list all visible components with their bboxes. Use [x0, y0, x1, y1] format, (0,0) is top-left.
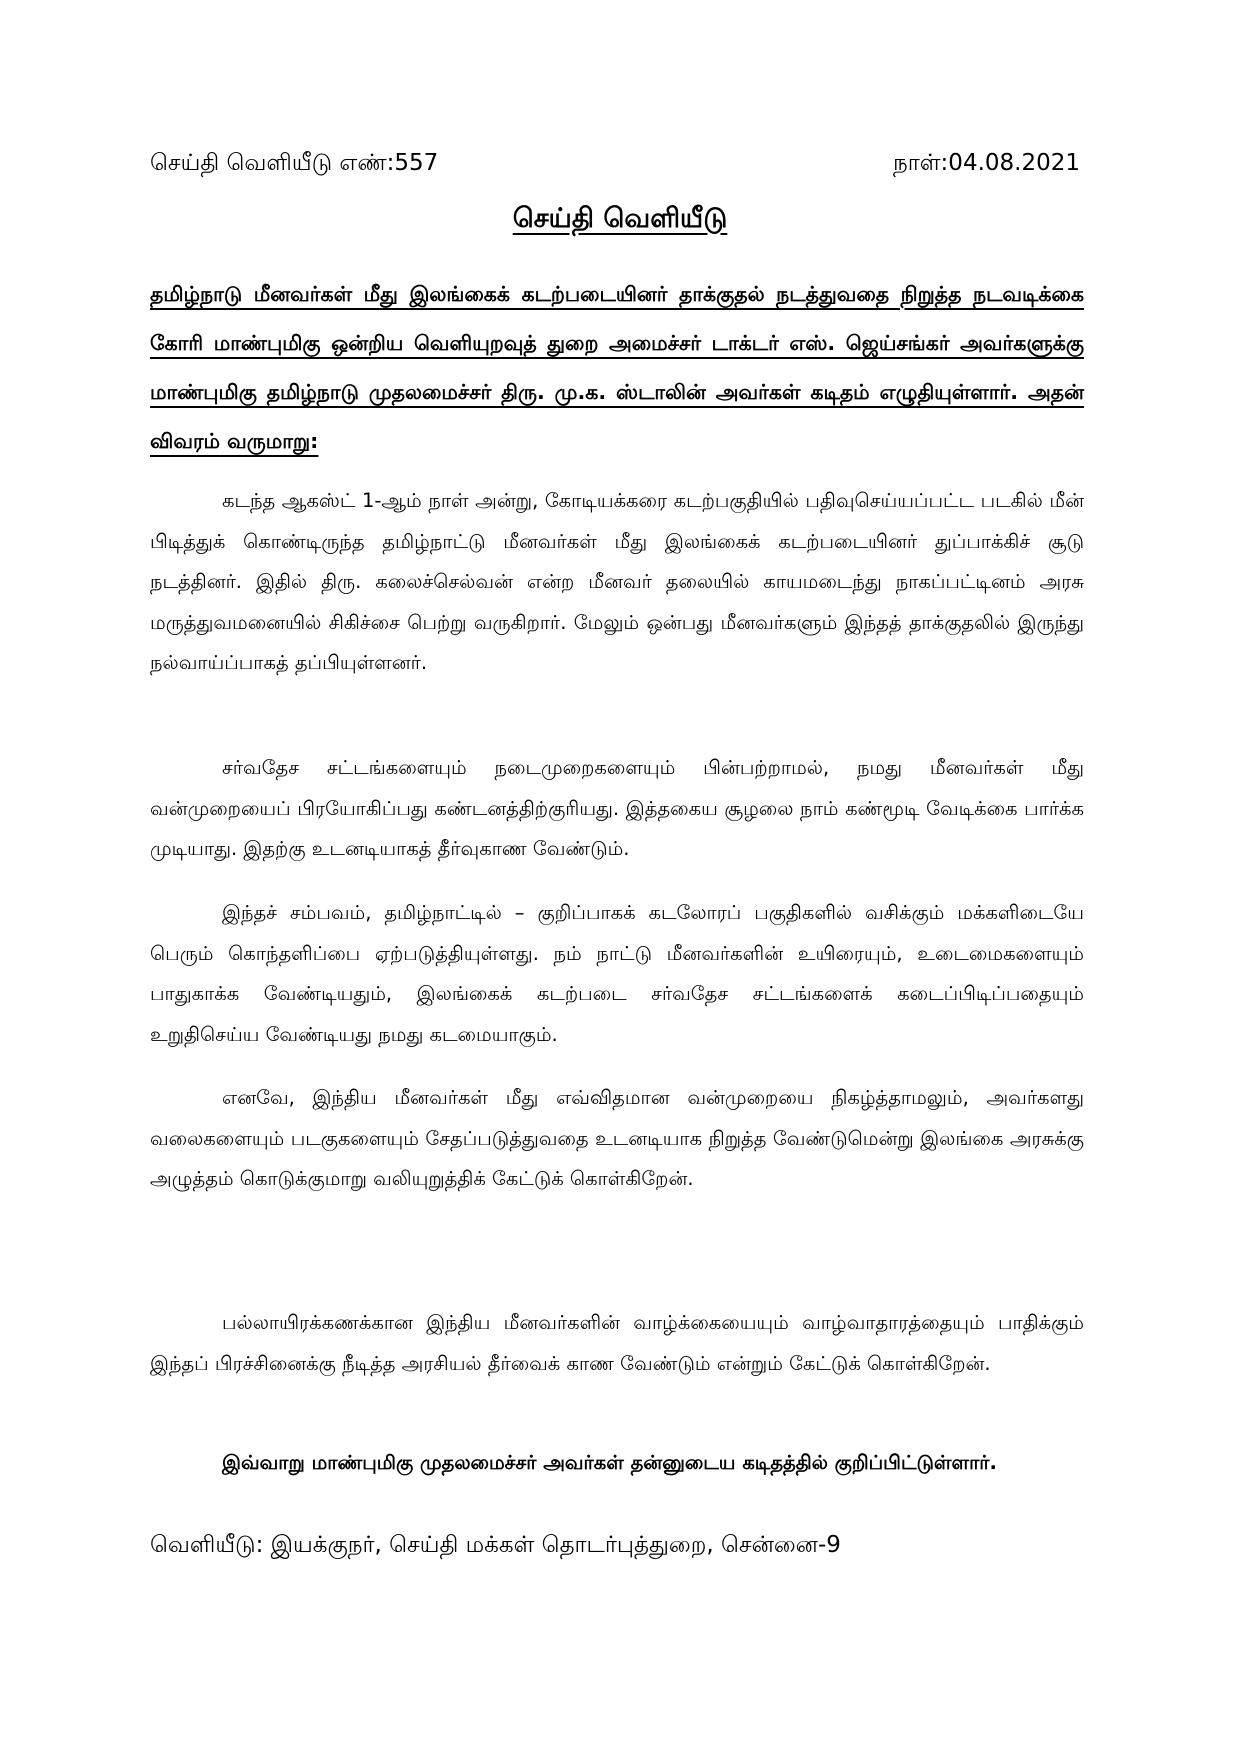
release-date: நாள்:04.08.2021: [893, 150, 1080, 176]
body-paragraph-5: பல்லாயிரக்கணக்கான இந்திய மீனவர்களின் வாழ்க்கையையும் வாழ்வாதாரத்தையும் பாதிக்கும் இந்தப் பிரச்சினைக்கு நீடித்த அரசியல் தீர்வைக் காண வேண்டும் என்றும் கேட்டுக் கொள்கிறேன்.: [150, 1311, 1084, 1375]
body-paragraph-4: எனவே, இந்திய மீனவர்கள் மீது எவ்விதமான வன்முறையை நிகழ்த்தாமலும், அவர்களது வலைகளையும் படகுகளையும் சேதப்படுத்துவதை உடனடியாக நிறுத்த வேண்டுமென்று இலங்கை அரசுக்கு அழுத்தம் கொடுக்குமாறு வலியுறுத்திக் கேட்டுக் கொள்கிறேன்.: [150, 1086, 1084, 1190]
header-row: [150, 150, 1080, 179]
page-title: [0, 203, 1240, 238]
body-paragraph-1: கடந்த ஆகஸ்ட் 1-ஆம் நாள் அன்று, கோடியக்கரை கடற்பகுதியில் பதிவுசெய்யப்பட்ட படகில் மீன் பிடித்துக் கொண்டிருந்த தமிழ்நாட்டு மீனவர்கள் மீது இலங்கைக் கடற்படையினர் துப்பாக்கிச் சூடு நடத்தினர். இதில் திரு. கலைச்செல்வன் என்ற மீனவர் தலையில் காயமடைந்து நாகப்பட்டினம் அரசு மருத்துவமனையில் சிகிச்சை பெற்று வருகிறார். மேலும் ஒன்பது மீனவர்களும் இந்தத் தாக்குதலில் இருந்து நல்வாய்ப்பாகத் தப்பியுள்ளனர்.: [150, 489, 1084, 674]
issuer-footer: வெளியீடு: இயக்குநர், செய்தி மக்கள் தொடர்புத்துறை, சென்னை-9: [150, 1532, 841, 1558]
body-paragraph-2: சர்வதேச சட்டங்களையும் நடைமுறைகளையும் பின்பற்றாமல், நமது மீனவர்கள் மீது வன்முறையைப் பிரயோகிப்பது கண்டனத்திற்குரியது. இத்தகைய சூழலை நாம் கண்மூடி வேடிக்கை பார்க்க முடியாது. இதற்கு உடனடியாகத் தீர்வுகாண வேண்டும்.: [150, 756, 1084, 860]
page-title-text: செய்தி வெளியீடு: [512, 203, 728, 234]
closing-paragraph: இவ்வாறு மாண்புமிகு முதலமைச்சர் அவர்கள் தன்னுடைய கடிதத்தில் குறிப்பிட்டுள்ளார்.: [222, 1451, 997, 1474]
release-number: செய்தி வெளியீடு எண்:557: [150, 150, 439, 176]
body-paragraph-3: இந்தச் சம்பவம், தமிழ்நாட்டில் – குறிப்பாகக் கடலோரப் பகுதிகளில் வசிக்கும் மக்களிடையே பெரும் கொந்தளிப்பை ஏற்படுத்தியுள்ளது. நம் நாட்டு மீனவர்களின் உயிரையும், உடைமைகளையும் பாதுகாக்க வேண்டியதும், இலங்கைக் கடற்படை சர்வதேச சட்டங்களைக் கடைப்பிடிப்பதையும் உறுதிசெய்ய வேண்டியது நமது கடமையாகும்.: [150, 901, 1084, 1046]
summary-heading: தமிழ்நாடு மீனவர்கள் மீது இலங்கைக் கடற்படையினர் தாக்குதல் நடத்துவதை நிறுத்த நடவடிக்கை கோரி மாண்புமிகு ஒன்றிய வெளியுறவுத் துறை அமைச்சர் டாக்டர் எஸ். ஜெய்சங்கர் அவர்களுக்கு மாண்புமிகு தமிழ்நாடு முதலமைச்சர் திரு. மு.க. ஸ்டாலின் அவர்கள் கடிதம் எழுதியுள்ளார். அதன் விவரம் வருமாறு:: [150, 282, 1084, 453]
